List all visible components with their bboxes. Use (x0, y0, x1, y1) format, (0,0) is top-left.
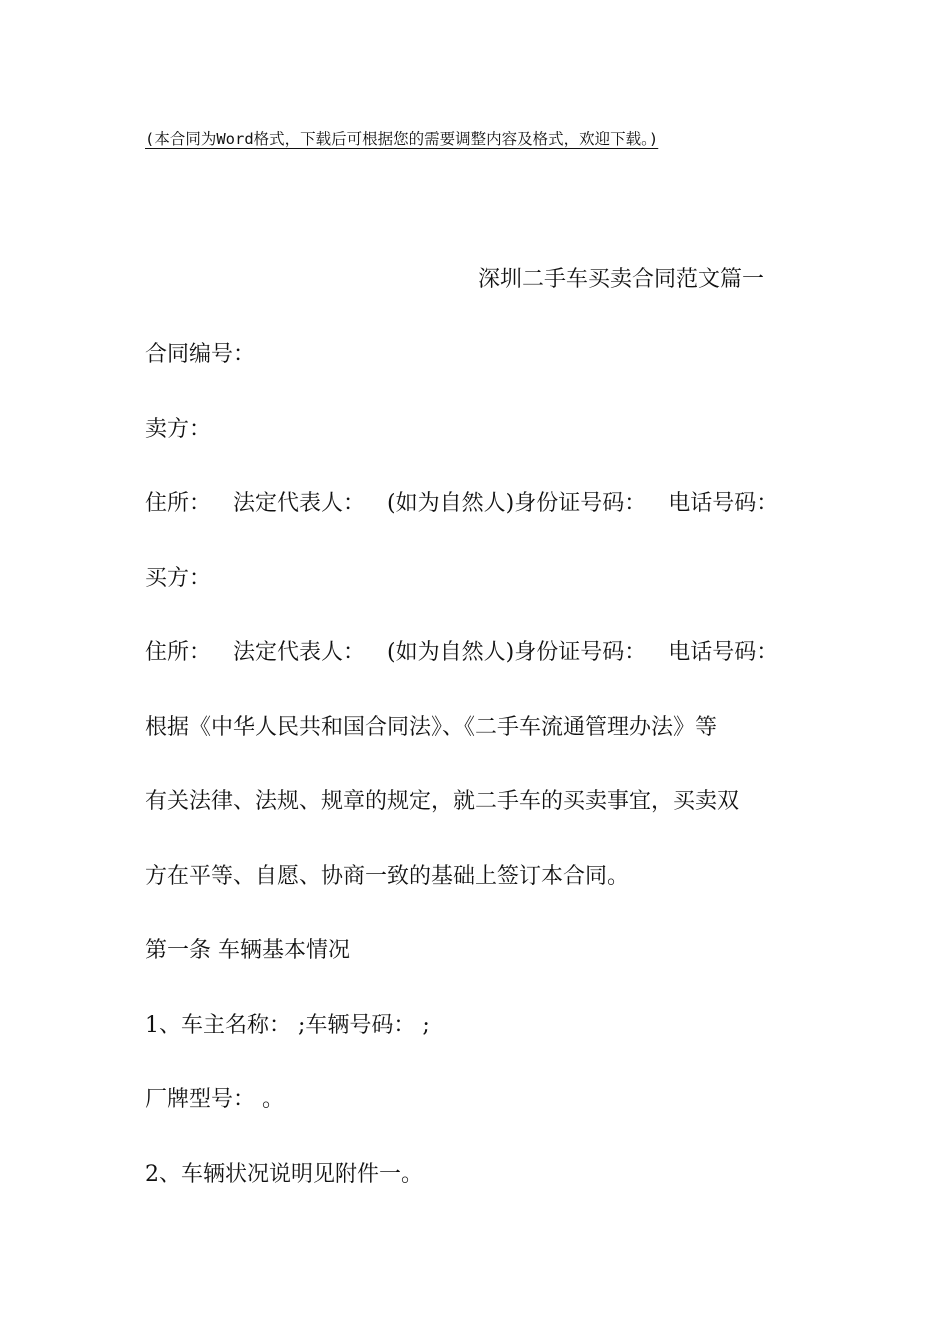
preamble-line-2: 有关法律、法规、规章的规定，就二手车的买卖事宜，买卖双 (145, 789, 740, 814)
brand-model-line: 厂牌型号： 。 (145, 1087, 284, 1112)
buyer-id-label: (如为自然人)身份证号码： (387, 640, 647, 665)
preamble-line-3: 方在平等、自愿、协商一致的基础上签订本合同。 (145, 864, 630, 889)
item-1-owner-plate: 1、车主名称： ;车辆号码： ; (145, 1013, 430, 1038)
seller-details-line (145, 486, 778, 517)
document-title: 深圳二手车买卖合同范文篇一 (478, 267, 765, 292)
seller-legal-rep-label: 法定代表人： (233, 491, 366, 516)
format-notice: (本合同为Word格式，下载后可根据您的需要调整内容及格式，欢迎下载。) (145, 130, 659, 148)
buyer-details-line (145, 635, 778, 666)
buyer-phone-label: 电话号码： (668, 640, 779, 665)
seller-line: 卖方： (145, 417, 212, 442)
item-2-vehicle-condition: 2、车辆状况说明见附件一。 (145, 1162, 423, 1187)
seller-phone-label: 电话号码： (668, 491, 779, 516)
buyer-line: 买方： (145, 566, 212, 591)
seller-address-label: 住所： (145, 491, 212, 516)
buyer-address-label: 住所： (145, 640, 212, 665)
article-1-heading: 第一条 车辆基本情况 (145, 938, 350, 963)
buyer-legal-rep-label: 法定代表人： (233, 640, 366, 665)
seller-id-label: (如为自然人)身份证号码： (387, 491, 647, 516)
preamble-line-1: 根据《中华人民共和国合同法》、《二手车流通管理办法》等 (145, 715, 718, 740)
contract-number-line: 合同编号： (145, 342, 256, 367)
